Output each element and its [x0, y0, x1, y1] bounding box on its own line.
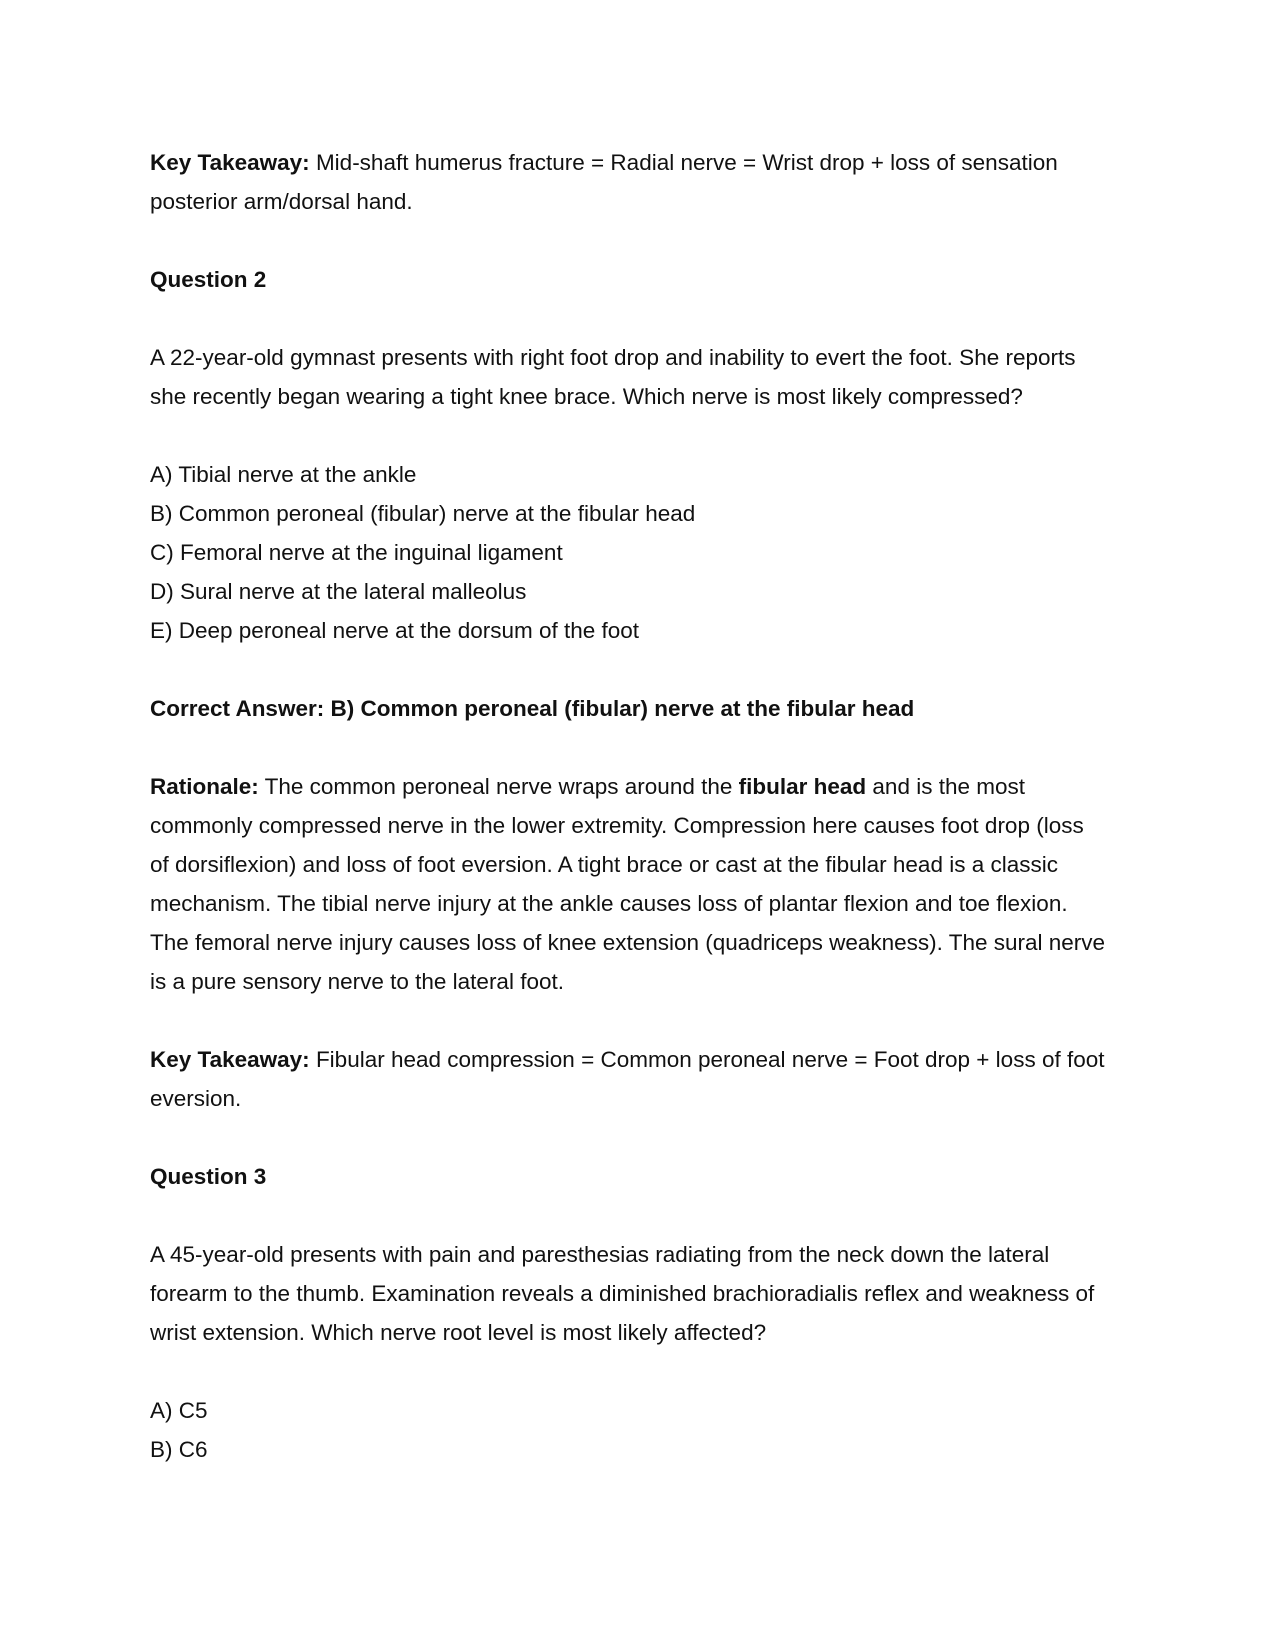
rationale-line: Rationale: The common peroneal nerve wraps around the fibular head and is the most	[150, 774, 1026, 799]
question-3-stem-line: wrist extension. Which nerve root level is most likely affected?	[150, 1320, 767, 1345]
question-2-heading: Question 2	[150, 267, 267, 292]
key-takeaway-text: Mid-shaft humerus fracture = Radial nerve = Wrist drop + loss of sensation	[309, 150, 1058, 175]
question-3-stem-line: forearm to the thumb. Examination reveals a diminished brachioradialis reflex and weakness of	[150, 1281, 1095, 1306]
answer-option-c: C) Femoral nerve at the inguinal ligament	[150, 540, 563, 565]
rationale-line: commonly compressed nerve in the lower extremity. Compression here causes foot drop (loss	[150, 813, 1084, 838]
answer-option-b: B) Common peroneal (fibular) nerve at the fibular head	[150, 501, 696, 526]
key-takeaway-1	[150, 143, 1150, 182]
correct-answer: Correct Answer: B) Common peroneal (fibular) nerve at the fibular head	[150, 696, 915, 721]
question-3-stem-line: A 45-year-old presents with pain and paresthesias radiating from the neck down the lateral	[150, 1242, 1050, 1267]
question-2-stem-line: she recently began wearing a tight knee brace. Which nerve is most likely compressed?	[150, 384, 1023, 409]
key-takeaway-1-continued: posterior arm/dorsal hand.	[150, 189, 413, 214]
answer-option-a: A) C5	[150, 1398, 208, 1423]
rationale-line: is a pure sensory nerve to the lateral foot.	[150, 969, 564, 994]
question-2-stem-line: A 22-year-old gymnast presents with right foot drop and inability to evert the foot. She reports	[150, 345, 1076, 370]
rationale-line: The femoral nerve injury causes loss of knee extension (quadriceps weakness). The sural nerve	[150, 930, 1106, 955]
answer-option-e: E) Deep peroneal nerve at the dorsum of the foot	[150, 618, 640, 643]
question-3-heading: Question 3	[150, 1164, 267, 1189]
rationale-line: mechanism. The tibial nerve injury at the ankle causes loss of plantar flexion and toe flexion.	[150, 891, 1068, 916]
key-takeaway-label: Key Takeaway:	[150, 150, 310, 175]
key-takeaway-2-continued: eversion.	[150, 1086, 242, 1111]
answer-option-d: D) Sural nerve at the lateral malleolus	[150, 579, 527, 604]
rationale-emphasis: fibular head	[738, 774, 867, 799]
rationale-label: Rationale:	[150, 774, 259, 799]
answer-option-b: B) C6	[150, 1437, 208, 1462]
key-takeaway-text: Fibular head compression = Common peroneal nerve = Foot drop + loss of foot	[309, 1047, 1105, 1072]
document-page	[150, 143, 1150, 1469]
key-takeaway-2	[150, 1040, 1150, 1079]
answer-option-a: A) Tibial nerve at the ankle	[150, 462, 417, 487]
rationale-line: of dorsiflexion) and loss of foot eversion. A tight brace or cast at the fibular head is a classic	[150, 852, 1058, 877]
key-takeaway-label: Key Takeaway:	[150, 1047, 310, 1072]
